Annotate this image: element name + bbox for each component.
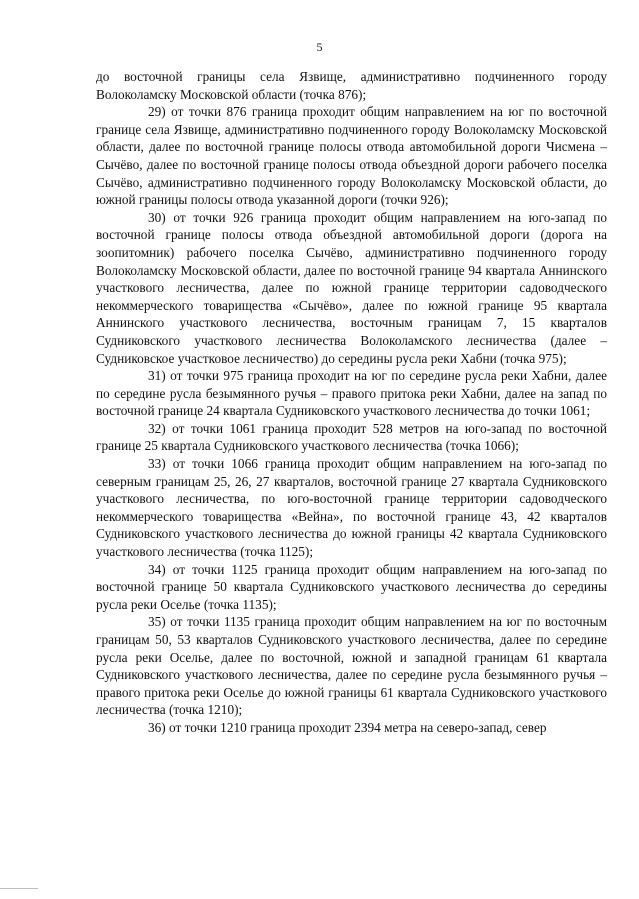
paragraph-32: 32) от точки 1061 граница проходит 528 метров на юго-запад по восточной границе 25 квартала Судниковского участкового лесничества (точка 1066); [96, 420, 607, 454]
paragraph-29: 29) от точки 876 граница проходит общим направлением на юг по восточной границе села Язвище, административно подчиненного городу Волоколамску Московской области, далее по восточной границе полосы отвода автомобильной дороги Чисмена – Сычёво, далее по восточной границе полосы отвода объездной дороги рабочего поселка Сычёво, административно подчиненного городу Волоколамску Московской области, до южной границы полосы отвода указанной дороги (точки 926); [96, 104, 607, 208]
paragraph-continuation: до восточной границы села Язвище, административно подчиненного городу Волоколамску Московской области (точка 876); [96, 69, 607, 102]
scan-edge-mark [0, 888, 38, 889]
paragraph-36: 36) от точки 1210 граница проходит 2394 метра на северо-запад, север [148, 719, 547, 735]
document-body [96, 68, 607, 737]
page-number: 5 [316, 40, 323, 54]
paragraph-30: 30) от точки 926 граница проходит общим направлением на юго-запад по восточной границе полосы отвода объездной автомобильной дороги (дорога на зоопитомник) рабочего поселка Сычёво, административно подчиненного городу Волоколамску Московской области, далее по восточной границе 94 квартала Аннинского участкового лесничества, далее по южной границе территории садоводческого некоммерческого товарищества «Сычёво», далее по южной границе 95 квартала Аннинского участкового лесничества, восточным границам 7, 15 кварталов Судниковского участкового лесничества Волоколамского лесничества (далее – Судниковское участковое лесничество) до середины русла реки Хабни (точка 975); [96, 209, 607, 366]
paragraph-31: 31) от точки 975 граница проходит на юг по середине русла реки Хабни, далее по середине русла безымянного ручья – правого притока реки Хабни, далее на запад по восточной границе 24 квартала Судниковского участкового лесничества до точки 1061; [96, 368, 607, 419]
paragraph-34: 34) от точки 1125 граница проходит общим направлением на юго-запад по восточной границе 50 квартала Судниковского участкового лесничества до середины русла реки Оселье (точка 1135); [96, 561, 607, 612]
paragraph-35: 35) от точки 1135 граница проходит общим направлением на юг по восточным границам 50, 53 кварталов Судниковского участкового лесничества, далее по середине русла реки Оселье, далее по восточной, южной и западной границам 61 квартала Судниковского участкового лесничества, далее по середине русла безымянного ручья – правого притока реки Оселье до южной границы 61 квартала Судниковского участкового лесничества (точка 1210); [96, 614, 607, 718]
paragraph-33: 33) от точки 1066 граница проходит общим направлением на юго-запад по северным границам 25, 26, 27 кварталов, восточной границе 27 квартала Судниковского участкового лесничества, по юго-восточной границе территории садоводческого некоммерческого товарищества «Вейна», по восточной границе 43, 42 кварталов Судниковского участкового лесничества до южной границы 42 квартала Судниковского участкового лесничества (точка 1125); [96, 456, 607, 560]
